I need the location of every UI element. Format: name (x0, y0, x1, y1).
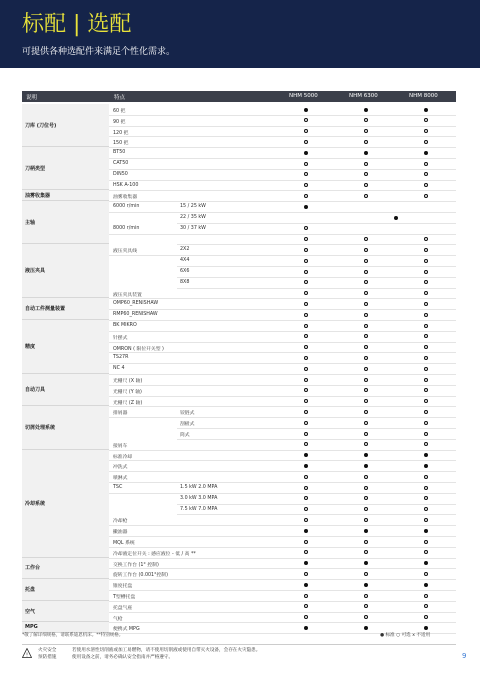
optional-mark (424, 140, 428, 144)
row-divider (177, 244, 456, 245)
row-divider (109, 309, 456, 310)
optional-mark (364, 604, 368, 608)
feature-label: BT50 (113, 150, 126, 156)
optional-mark (364, 129, 368, 133)
row-divider (109, 212, 456, 213)
standard-mark (424, 108, 428, 112)
standard-mark (364, 626, 368, 630)
optional-mark (364, 421, 368, 425)
optional-mark (424, 345, 428, 349)
feature-label: 光栅尺 (Z 轴) (113, 400, 143, 406)
feature-sublabel: 3.0 kW 3.0 MPA (180, 495, 218, 501)
footnote: *敬了解详细规格，请联系迪恩机床。**特别规格。 (22, 633, 124, 638)
feature-label: 8000 r/min (113, 225, 140, 231)
row-divider (109, 471, 456, 472)
optional-mark (364, 432, 368, 436)
feature-label: 标准冷却 (113, 454, 133, 460)
standard-mark (364, 108, 368, 112)
standard-mark (424, 151, 428, 155)
optional-mark (304, 432, 308, 436)
row-divider (109, 460, 456, 461)
table-header (22, 91, 456, 102)
optional-mark (424, 280, 428, 284)
feature-label: 120 把 (113, 130, 129, 136)
feature-label: CAT50 (113, 161, 129, 166)
optional-mark (304, 594, 308, 598)
feature-sublabel: 4X4 (180, 258, 190, 264)
optional-mark (304, 324, 308, 328)
standard-mark (304, 626, 308, 630)
row-divider (109, 493, 456, 494)
column-header-description: 说明 (26, 95, 38, 101)
standard-mark (304, 529, 308, 533)
row-divider (109, 590, 456, 591)
feature-label: MQL 系统 (113, 541, 135, 546)
optional-mark (364, 475, 368, 479)
optional-mark (424, 594, 428, 598)
optional-mark (304, 518, 308, 522)
row-divider (109, 234, 456, 235)
standard-mark (394, 216, 398, 220)
optional-mark (304, 194, 308, 198)
row-divider (177, 223, 456, 224)
safety-label-2: 预防措施 (38, 655, 57, 660)
optional-mark (364, 324, 368, 328)
feature-label: 排屑器 (113, 411, 128, 417)
row-divider (109, 180, 456, 181)
optional-mark (304, 572, 308, 576)
optional-mark (364, 540, 368, 544)
row-divider (109, 147, 456, 148)
feature-sublabel: 铰链式 (180, 411, 195, 417)
row-divider (109, 158, 456, 159)
row-divider (109, 255, 456, 256)
optional-mark (364, 572, 368, 576)
row-divider (109, 385, 456, 386)
feature-sublabel: 2X2 (180, 247, 190, 253)
optional-mark (424, 334, 428, 338)
group-label: 主轴 (22, 201, 109, 244)
optional-mark (424, 388, 428, 392)
feature-label: 液压夹具装置 (113, 292, 142, 298)
optional-mark (304, 410, 308, 414)
standard-mark (304, 453, 308, 457)
optional-mark (424, 356, 428, 360)
column-header-nhm6300: NHM 6300 (349, 93, 378, 99)
row-divider (177, 504, 456, 505)
group-label: 工作台 (22, 558, 109, 580)
optional-mark (424, 518, 428, 522)
feature-label: TS27R (113, 355, 129, 361)
optional-mark (304, 237, 308, 241)
row-divider (109, 298, 456, 299)
row-divider (109, 342, 456, 343)
column-header-nhm8000: NHM 8000 (409, 93, 438, 99)
feature-label: 液压夹具线 (113, 249, 137, 255)
feature-label: 便携式 MPG (113, 627, 140, 633)
feature-label: HSK A-100 (113, 182, 139, 188)
column-header-features: 特点 (114, 95, 126, 101)
row-divider (109, 352, 456, 353)
standard-mark (304, 583, 308, 587)
row-divider (109, 568, 456, 569)
feature-label: 接屑车 (113, 443, 128, 449)
group-label: 冷却系统 (22, 450, 109, 558)
row-divider (109, 558, 456, 559)
group-label: 切屑处理系统 (22, 406, 109, 449)
standard-mark (304, 464, 308, 468)
feature-label: T型槽托盘 (113, 595, 136, 600)
optional-mark (424, 378, 428, 382)
feature-label: TSC (113, 485, 123, 490)
row-divider (109, 622, 456, 623)
optional-mark (424, 550, 428, 554)
optional-mark (304, 475, 308, 479)
standard-mark (304, 151, 308, 155)
group-label: MPG (22, 622, 109, 633)
optional-mark (424, 172, 428, 176)
optional-mark (304, 313, 308, 317)
safety-label-1: 火灾安全 (38, 648, 57, 653)
standard-mark (364, 464, 368, 468)
optional-mark (304, 388, 308, 392)
feature-label: 气枪 (113, 616, 123, 622)
feature-sublabel: 30 / 37 kW (180, 225, 206, 231)
row-divider (177, 266, 456, 267)
optional-mark (304, 604, 308, 608)
optional-mark (304, 226, 308, 230)
column-header-nhm5000: NHM 5000 (289, 93, 318, 99)
row-divider (109, 136, 456, 137)
optional-mark (304, 615, 308, 619)
optional-mark (424, 270, 428, 274)
optional-mark (424, 194, 428, 198)
standard-mark (424, 529, 428, 533)
optional-mark (364, 388, 368, 392)
feature-label: 光栅尺 (Y 轴) (113, 389, 142, 395)
optional-mark (304, 270, 308, 274)
optional-mark (424, 367, 428, 371)
feature-label: 锥度托盘 (113, 584, 133, 590)
row-divider (177, 277, 456, 278)
optional-mark (364, 367, 368, 371)
row-divider (109, 601, 456, 602)
row-divider (109, 363, 456, 364)
feature-label: DIN50 (113, 171, 128, 177)
feature-sublabel: 刮板式 (180, 422, 195, 428)
optional-mark (424, 540, 428, 544)
optional-mark (304, 291, 308, 295)
group-label: 托盘 (22, 579, 109, 601)
feature-label: OMP60_RENISHAW (113, 301, 159, 307)
row-divider (177, 428, 456, 429)
optional-mark (364, 313, 368, 317)
legend: ● 标准 ○ 可选 x 不适用 (380, 633, 431, 638)
feature-label: 针摆式 (113, 335, 128, 341)
optional-mark (364, 194, 368, 198)
optional-mark (304, 540, 308, 544)
feature-label: 交换工作台 (1° 控制) (113, 562, 159, 568)
standard-mark (424, 583, 428, 587)
optional-mark (304, 442, 308, 446)
optional-mark (304, 183, 308, 187)
optional-mark (424, 604, 428, 608)
optional-mark (304, 421, 308, 425)
safety-notice (22, 644, 456, 663)
feature-sublabel: 7.5 kW 7.0 MPA (180, 506, 218, 512)
optional-mark (304, 367, 308, 371)
feature-label: OMRON ( 限位开关型 ) (113, 346, 164, 352)
row-divider (109, 547, 456, 548)
feature-sublabel: 22 / 35 kW (180, 215, 206, 220)
optional-mark (304, 356, 308, 360)
standard-mark (364, 453, 368, 457)
optional-mark (304, 280, 308, 284)
standard-mark (364, 583, 368, 587)
optional-mark (424, 496, 428, 500)
optional-mark (364, 356, 368, 360)
optional-mark (424, 162, 428, 166)
optional-mark (364, 280, 368, 284)
optional-mark (304, 162, 308, 166)
optional-mark (424, 259, 428, 263)
optional-mark (424, 432, 428, 436)
group-label: 空气 (22, 601, 109, 623)
optional-mark (304, 302, 308, 306)
optional-mark (364, 237, 368, 241)
optional-mark (364, 399, 368, 403)
row-divider (109, 482, 456, 483)
optional-mark (364, 270, 368, 274)
optional-mark (424, 486, 428, 490)
feature-label: NC 4 (113, 366, 125, 372)
optional-mark (424, 237, 428, 241)
optional-mark (364, 507, 368, 511)
optional-mark (304, 378, 308, 382)
feature-label: 撇油器 (113, 530, 128, 536)
optional-mark (424, 475, 428, 479)
optional-mark (364, 302, 368, 306)
optional-mark (304, 345, 308, 349)
optional-mark (304, 248, 308, 252)
standard-mark (304, 205, 308, 209)
optional-mark (304, 140, 308, 144)
optional-mark (424, 421, 428, 425)
optional-mark (364, 183, 368, 187)
feature-sublabel: 筒式 (180, 433, 190, 438)
svg-text:!: ! (25, 652, 29, 658)
safety-text-1: 若使用水溶性切削液或加工易燃物，请不使用切削液或使用自带灭火设备，会存在火灾隐患。 (72, 648, 261, 653)
group-label: 刀库 (刀位号) (22, 104, 109, 147)
standard-mark (304, 561, 308, 565)
feature-label: RMP60_RENISHAW (113, 312, 158, 318)
feature-label: 冲洗式 (113, 465, 128, 471)
row-divider (109, 536, 456, 537)
feature-sublabel: 8X8 (180, 279, 190, 285)
feature-label: 冷却枪 (113, 519, 128, 525)
group-label: 刀柄类型 (22, 147, 109, 190)
feature-label: 6000 r/min (113, 204, 140, 210)
optional-mark (364, 496, 368, 500)
optional-mark (304, 129, 308, 133)
optional-mark (304, 399, 308, 403)
feature-label: 油雾收集器 (113, 195, 137, 201)
optional-mark (364, 518, 368, 522)
optional-mark (364, 118, 368, 122)
row-divider (109, 320, 456, 321)
standard-mark (424, 626, 428, 630)
standard-mark (424, 453, 428, 457)
row-divider (109, 406, 456, 407)
feature-label: 托盘气座 (113, 605, 133, 611)
optional-mark (304, 486, 308, 490)
row-divider (109, 201, 456, 202)
standard-mark (304, 108, 308, 112)
optional-mark (304, 118, 308, 122)
optional-mark (304, 507, 308, 511)
optional-mark (364, 442, 368, 446)
row-divider (109, 115, 456, 116)
optional-mark (424, 129, 428, 133)
optional-mark (364, 345, 368, 349)
standard-mark (424, 464, 428, 468)
optional-mark (424, 442, 428, 446)
optional-mark (424, 410, 428, 414)
feature-label: 旋转工作台 (0.001°控制) (113, 573, 168, 579)
optional-mark (424, 399, 428, 403)
optional-mark (364, 486, 368, 490)
optional-mark (364, 410, 368, 414)
row-divider (109, 190, 456, 191)
row-divider (109, 612, 456, 613)
group-label: 液压夹具 (22, 244, 109, 298)
feature-label: 喷淋式 (113, 476, 128, 482)
group-label: 油雾收集器 (22, 190, 109, 201)
feature-label: 150 把 (113, 141, 129, 147)
feature-sublabel: 6X6 (180, 269, 190, 274)
feature-sublabel: 15 / 25 kW (180, 204, 206, 210)
row-divider (109, 126, 456, 127)
optional-mark (364, 615, 368, 619)
optional-mark (424, 507, 428, 511)
optional-mark (424, 302, 428, 306)
row-divider (109, 450, 456, 451)
feature-sublabel: 1.5 kW 2.0 MPA (180, 485, 218, 490)
row-divider (109, 169, 456, 170)
page-subtitle: 可提供各种选配件来满足个性化需求。 (22, 47, 176, 57)
page-header (0, 0, 480, 68)
standard-mark (364, 529, 368, 533)
standard-mark (424, 561, 428, 565)
row-divider (109, 374, 456, 375)
optional-mark (424, 248, 428, 252)
optional-mark (304, 496, 308, 500)
optional-mark (364, 334, 368, 338)
optional-mark (364, 259, 368, 263)
safety-text-2: 使用设备之前，请务必确认安全指南并严格遵守。 (72, 655, 174, 660)
optional-mark (424, 183, 428, 187)
standard-mark (364, 151, 368, 155)
row-divider (177, 439, 456, 440)
warning-icon (22, 648, 32, 658)
optional-mark (364, 291, 368, 295)
group-label: 自动工件测量装置 (22, 298, 109, 320)
optional-mark (364, 248, 368, 252)
row-divider (109, 331, 456, 332)
optional-mark (364, 140, 368, 144)
feature-label: 90 把 (113, 119, 126, 125)
row-divider (109, 417, 456, 418)
feature-label: BK MIKRO (113, 323, 137, 328)
optional-mark (424, 615, 428, 619)
page-title: 标配 | 选配 (22, 12, 132, 37)
row-divider (177, 514, 456, 515)
standard-mark (364, 561, 368, 565)
optional-mark (424, 118, 428, 122)
optional-mark (424, 291, 428, 295)
row-divider (109, 579, 456, 580)
row-divider (177, 288, 456, 289)
page-number: 9 (462, 652, 467, 660)
feature-label: 60 把 (113, 109, 126, 114)
optional-mark (364, 550, 368, 554)
optional-mark (364, 162, 368, 166)
optional-mark (304, 259, 308, 263)
optional-mark (424, 324, 428, 328)
optional-mark (364, 172, 368, 176)
feature-label: 冷却液定位开关 : 感应液位 - 低 / 高 ** (113, 551, 196, 557)
row-divider (109, 525, 456, 526)
optional-mark (424, 572, 428, 576)
optional-mark (424, 313, 428, 317)
optional-mark (304, 550, 308, 554)
optional-mark (304, 172, 308, 176)
optional-mark (364, 378, 368, 382)
group-label: 自动刀具 (22, 374, 109, 406)
feature-label: 光栅尺 (X 轴) (113, 379, 143, 384)
row-divider (109, 396, 456, 397)
optional-mark (364, 594, 368, 598)
group-label: 精度 (22, 320, 109, 374)
optional-mark (304, 334, 308, 338)
